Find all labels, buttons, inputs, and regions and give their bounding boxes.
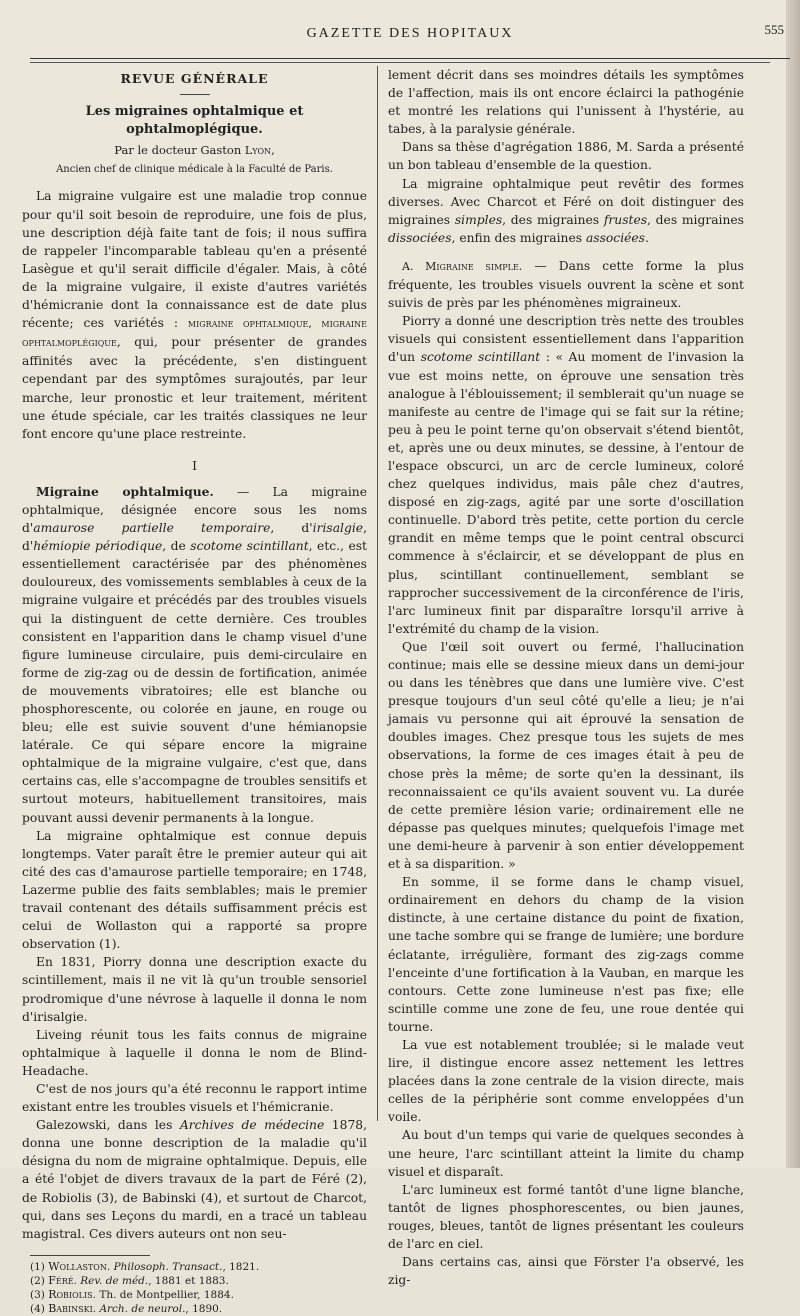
text-run: . <box>645 230 649 245</box>
footnote-rule <box>30 1255 150 1256</box>
text-run: — La migraine ophtalmique, désignée encore sous les noms d' <box>22 484 368 536</box>
footnote: (3) Robiolis. Th. de Montpellier, 1884. <box>30 1287 234 1301</box>
italic-term: irisalgie <box>312 521 364 536</box>
ophthalmic-migraine-paragraph <box>22 483 367 827</box>
footnote-author: Babinski <box>48 1301 93 1315</box>
intro-paragraph <box>22 187 367 442</box>
piorry-quote-paragraph <box>388 312 744 638</box>
journal-title: GAZETTE DES HOPITAUX <box>306 26 514 41</box>
text-run: La migraine ophtalmique peut revêtir des formes diverses. Avec Charcot et Féré on doit distinguer des migraines <box>388 176 744 227</box>
text-run: , des migraines <box>502 212 604 227</box>
section-title: REVUE GÉNÉRALE <box>120 71 269 86</box>
text-run: Galezowski, dans les <box>36 1118 180 1133</box>
forster-paragraph: Dans certains cas, ainsi que Förster l'a observé, les zig- <box>388 1255 744 1288</box>
text-run: , d' <box>22 521 367 554</box>
column-divider <box>377 66 378 1121</box>
footnote: (4) Babinski. Arch. de neurol., 1890. <box>30 1301 223 1315</box>
text-run: , des migraines <box>647 212 744 227</box>
left-column <box>22 66 367 1316</box>
text-run: , de <box>162 539 191 554</box>
running-header <box>30 22 790 46</box>
author-name: Lyon <box>244 144 272 158</box>
text-run: Piorry a donné une description très nette des troubles visuels qui consistent essentiellement dans l'apparition d'un <box>388 314 744 365</box>
author-affiliation: Ancien chef de clinique médicale à la Faculté de Paris. <box>56 164 333 176</box>
text-run: 1878, donna une bonne description de la maladie qu'il désigna du nom de migraine ophtalmique. Depuis, elle a été l'objet de divers travaux de la part de Féré (2), de Robiolis (3), de Babinski (4), et surtout de Charcot, qui, dans ses Leçons du mardi, en a tracé un tableau magistral. Ces divers auteurs ont non seu- <box>22 1118 367 1241</box>
sarda-paragraph: Dans sa thèse d'agrégation 1886, M. Sarda a présenté un bon tableau d'ensemble de la question. <box>388 140 744 173</box>
summary-paragraph: En somme, il se forme dans le champ visuel, ordinairement en dehors du champ de la vision distincte, à une certaine distance du point de fixation, une tache sombre qui se frange de lumière; une bordure éclatante, irrégulière, formant des zig-zags comme l'enceinte d'une fortification à la Vauban, en marque les contours. Cette zone lumineuse n'est pas fixe; elle scintille comme une zone de feu, une roue dentée qui tourne. <box>388 875 744 1034</box>
italic-term: frustes <box>603 212 648 227</box>
text-run: , enfin des migraines <box>451 230 586 245</box>
text-run: — Dans cette forme la plus fréquente, les troubles visuels ouvrent la scène et sont suivis de près par les phénomènes migraineux. <box>388 258 744 311</box>
intro-text-1: La migraine vulgaire est une maladie trop connue pour qu'il soit besoin de reproduire, une fois de plus, une description déjà faite tant de fois; il nous suffira de rappeler l'incomparable tableau qu'en a présenté Lasègue et qu'il serait difficile d'égaler. Mais, à côté de la migraine vulgaire, il existe d'autres variétés d'hémicranie dont la connaissance est de date plus récente; ces variétés : <box>22 189 367 331</box>
italic-term: amaurose partielle temporaire <box>33 521 271 536</box>
section-numeral: I <box>192 458 197 473</box>
header-rule <box>30 58 790 59</box>
footnote-source: Arch. de neurol. <box>99 1302 186 1315</box>
text-run: : « Au moment de l'invasion la vue est moins nette, on éprouve une sensation très analogue à l'éblouissement; il semblerait qu'un nuage se manifeste au centre de l'image qui se fait sur la rétine; peu à peu le point terne qu'on observait s'étend bientôt, et, après une ou deux minutes, se dessine, à l'entour de l'espace obscurci, un arc de cercle lumineux, coloré chez quelques individus, mais pâle chez d'autres, disposé en zig-zags, agité par une sorte d'oscillation continuelle. D'abord très petite, cette portion du cercle grandit en même temps que le point central obscurci commence à s'éclaircir, et se développant de plus en plus, scintillant continuellement, semblant se rapprocher successivement de la circonférence de l'iris, l'arc lumineux finit par disparaître lorsqu'il arrive à l'extrémité du champ de la vision. <box>388 350 744 636</box>
title-rule <box>180 94 210 95</box>
vision-paragraph: La vue est notablement troublée; si le malade veut lire, il distingue encore assez nettement les lettres placées dans la zone centrale de la vision directe, mais celles de la périphérie sont comme enveloppées d'un voile. <box>388 1037 744 1125</box>
continued-paragraph: lement décrit dans ses moindres détails les symptômes de l'affection, mais ils ont encore éclairci la pathogénie et montré les relations qui l'unissent à l'hystérie, au tabes, à la paralysie générale. <box>388 68 744 137</box>
author-line <box>22 141 367 160</box>
intro-text-2: , qui, pour présenter de grandes affinités avec la précédente, s'en distinguent cependant par des symptômes surajoutés, par leur marche, leur pronostic et leur traitement, méritent une étude spéciale, car les traités classiques ne leur font encore qu'une place restreinte. <box>22 335 367 441</box>
subsection-heading: A. Migraine simple. <box>402 259 523 273</box>
piorry-paragraph: En 1831, Piorry donna une description exacte du scintillement, mais il ne vit là qu'un trouble sensoriel prodromique d'une névrose à laquelle il donna le nom d'irisalgie. <box>22 955 367 1024</box>
text-run: , etc., est essentiellement caractérisée par des phénomènes douloureux, des vomissements semblables à ceux de la migraine vulgaire et précédés par des troubles visuels qui la distinguent de cette dernière. Ces troubles consistent en l'apparition dans le champ visuel d'une figure lumineuse circulaire, puis demi-circulaire en forme de zig-zag ou de dessin de fortification, animée de mouvements vibratoires; elle est blanche ou phosphorescente, ou colorée en jaune, en rouge ou bleu; elle est suivie souvent d'une hémianopsie latérale. Ce qui sépare encore la migraine ophtalmique de la migraine vulgaire, c'est que, dans certains cas, elle s'accompagne de troubles sensitifs et surtout moteurs, habituellement transitoires, mais pouvant aussi devenir permanents à la longue. <box>22 539 367 825</box>
italic-term: dissociées <box>388 230 452 245</box>
footnote-number: (4) <box>30 1302 49 1315</box>
italic-term: simples <box>454 212 503 227</box>
italic-term: associées <box>585 230 645 245</box>
footnote-rest: , 1881 et 1883. <box>148 1274 229 1287</box>
forms-paragraph <box>388 175 744 247</box>
italic-term: scotome scintillant <box>420 350 541 365</box>
galezowski-paragraph <box>22 1116 367 1243</box>
author-prefix: Par le docteur Gaston <box>114 143 245 158</box>
footnote-number: (3) <box>30 1288 49 1301</box>
footnote-source: Rev. de méd. <box>80 1274 149 1287</box>
footnote-author: Robiolis <box>48 1287 93 1301</box>
footnote: (1) Wollaston. Philosoph. Transact., 1821. <box>30 1259 260 1273</box>
footnote-number: (2) <box>30 1274 49 1287</box>
eye-paragraph: Que l'œil soit ouvert ou fermé, l'hallucination continue; mais elle se dessine mieux dans un demi-jour ou dans les ténèbres que dans une lumière vive. C'est presque toujours d'un seul côté qu'elle a lieu; je n'ai jamais vu personne qui ait éprouvé la sensation de doubles images. Chez presque tous les sujets de mes observations, la forme de ces images était à peu de chose près la même; de sorte qu'en la dessinant, ils reconnaissaient ce qu'ils avaient souvent vu. La durée de cette première lésion varie; ordinairement elle ne dépasse pas quelques minutes; quelquefois l'image met une demi-heure à parvenir à son entier développement et à sa disparition. » <box>388 639 744 872</box>
subsection-heading: Migraine ophtalmique. <box>36 483 214 499</box>
italic-term: hémiopie périodique <box>33 539 163 554</box>
footnote-rest: Th. de Montpellier, 1884. <box>99 1288 234 1301</box>
page-number: 555 <box>764 22 784 37</box>
history-paragraph: La migraine ophtalmique est connue depuis longtemps. Vater paraît être le premier auteur qui ait cité des cas d'amaurose partielle temporaire; en 1748, Lazerme publie des faits semblables; mais le premier travail contenant des détails suffisamment précis est celui de Wollaston qui a rapporté sa propre observation (1). <box>22 828 367 952</box>
footnote: (2) Féré. Rev. de méd., 1881 et 1883. <box>30 1273 229 1287</box>
modern-paragraph: C'est de nos jours qu'a été reconnu le rapport intime existant entre les troubles visuels et l'hémicranie. <box>22 1081 367 1115</box>
footnote-rest: , 1821. <box>222 1260 260 1273</box>
header-rule-thin <box>30 62 770 63</box>
arc-paragraph: L'arc lumineux est formé tantôt d'une ligne blanche, tantôt de lignes phosphorescentes, ou bien jaunes, rouges, bleues, tantôt de lignes présentant les couleurs de l'arc en ciel. <box>388 1182 744 1251</box>
author-suffix: , <box>271 143 275 158</box>
right-column <box>388 66 744 1289</box>
footnote-author: Féré <box>48 1273 74 1287</box>
italic-term: scotome scintillant <box>190 539 309 554</box>
liveing-paragraph: Liveing réunit tous les faits connus de migraine ophtalmique à laquelle il donna le nom de Blind-Headache. <box>22 1027 367 1078</box>
article-title: Les migraines ophtalmique et ophtalmoplégique. <box>85 104 304 138</box>
footnote-author: Wollaston <box>48 1259 107 1273</box>
simple-migraine-paragraph <box>388 257 744 312</box>
footnote-rest: , 1890. <box>185 1302 223 1315</box>
text-run: , d' <box>270 521 313 536</box>
footnote-number: (1) <box>30 1260 49 1273</box>
italic-term: Archives de médecine <box>179 1118 325 1133</box>
footnote-source: Philosoph. Transact. <box>113 1260 223 1273</box>
page-edge-shadow <box>786 0 800 1168</box>
duration-paragraph: Au bout d'un temps qui varie de quelques secondes à une heure, l'arc scintillant atteint la limite du champ visuel et disparaît. <box>388 1128 744 1179</box>
intro-variants: migraine ophtalmique, migraine ophtalmoplégique <box>22 317 367 350</box>
